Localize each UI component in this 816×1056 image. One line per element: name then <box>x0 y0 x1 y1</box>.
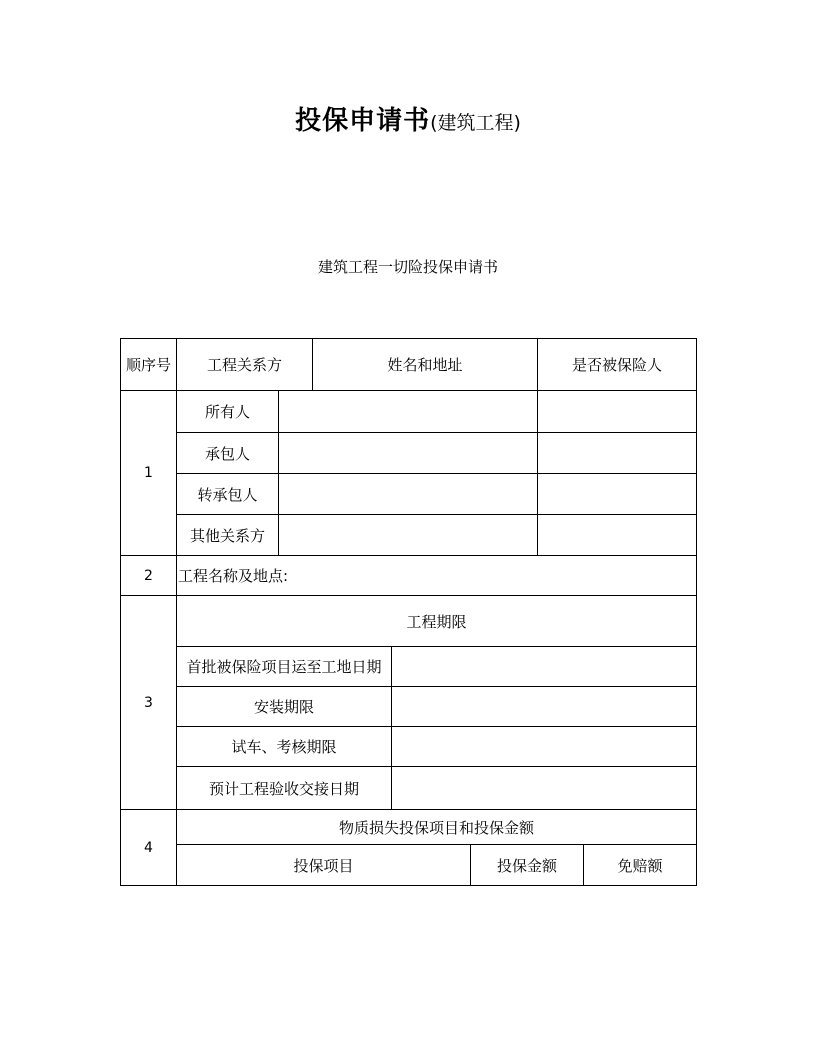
party-contractor-label: 承包人 <box>176 432 279 474</box>
party-contractor-insured-field[interactable] <box>537 432 697 474</box>
party-subcontractor-insured-field[interactable] <box>537 473 697 515</box>
project-period-heading: 工程期限 <box>176 595 697 647</box>
title-main: 投保申请书 <box>295 106 431 136</box>
title-paren: (建筑工程) <box>430 112 521 134</box>
party-other-label: 其他关系方 <box>176 514 279 556</box>
section4-number: 4 <box>120 809 177 886</box>
party-subcontractor-label: 转承包人 <box>176 473 279 515</box>
party-contractor-name-field[interactable] <box>278 432 538 474</box>
party-owner-name-field[interactable] <box>278 390 538 433</box>
installation-period-label: 安装期限 <box>176 686 392 727</box>
section3-number: 3 <box>120 595 177 810</box>
acceptance-date-label: 预计工程验收交接日期 <box>176 766 392 810</box>
header-party: 工程关系方 <box>176 338 313 391</box>
acceptance-date-field[interactable] <box>391 766 697 810</box>
party-other-name-field[interactable] <box>278 514 538 556</box>
testing-period-field[interactable] <box>391 726 697 767</box>
party-other-insured-field[interactable] <box>537 514 697 556</box>
document-title <box>0 100 816 137</box>
testing-period-label: 试车、考核期限 <box>176 726 392 767</box>
party-owner-insured-field[interactable] <box>537 390 697 433</box>
section1-number: 1 <box>120 390 177 556</box>
project-name-location-field[interactable]: 工程名称及地点: <box>176 555 697 596</box>
section2-number: 2 <box>120 555 177 596</box>
first-arrival-date-label: 首批被保险项目运至工地日期 <box>176 646 392 687</box>
form-subtitle: 建筑工程一切险投保申请书 <box>317 258 498 276</box>
header-name-address: 姓名和地址 <box>312 338 538 391</box>
material-damage-heading: 物质损失投保项目和投保金额 <box>176 809 697 845</box>
insured-item-column: 投保项目 <box>176 844 471 886</box>
party-owner-label: 所有人 <box>176 390 279 433</box>
header-insured: 是否被保险人 <box>537 338 697 391</box>
header-seq: 顺序号 <box>120 338 177 391</box>
insured-amount-column: 投保金额 <box>470 844 584 886</box>
first-arrival-date-field[interactable] <box>391 646 697 687</box>
deductible-column: 免赔额 <box>583 844 697 886</box>
installation-period-field[interactable] <box>391 686 697 727</box>
party-subcontractor-name-field[interactable] <box>278 473 538 515</box>
